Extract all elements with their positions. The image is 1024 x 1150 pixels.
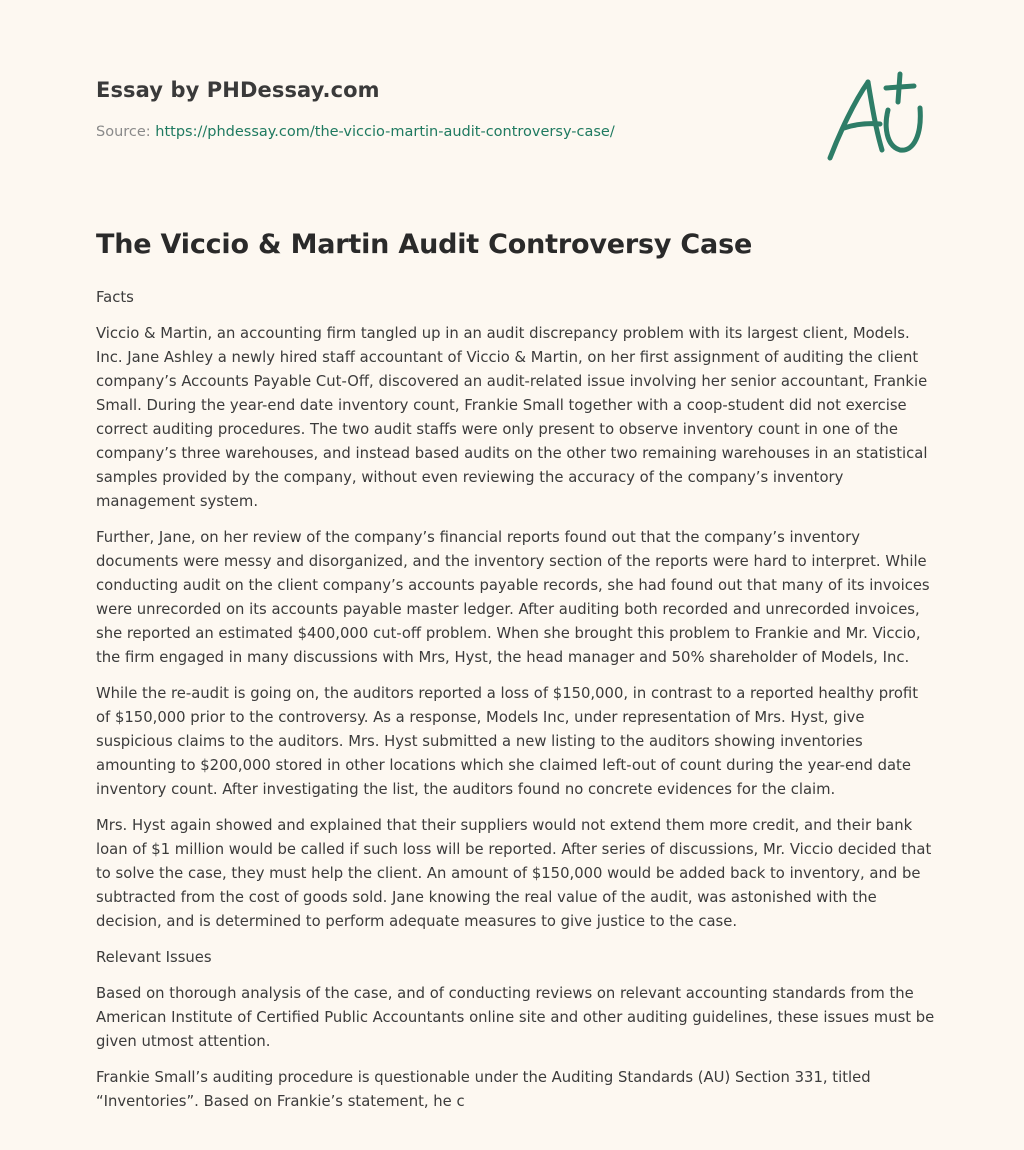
article-title: The Viccio & Martin Audit Controversy Case [96,229,753,260]
section-label-facts: Facts [96,289,134,306]
source-line [96,122,736,142]
essay-article [96,226,936,1126]
paragraph: Mrs. Hyst again showed and explained that their suppliers would not extend them more credit, and their bank loan of $1 million would be called if such loss will be reported. After series of discussions, Mr. Viccio decided that to solve the case, they must help the client. An amount of $150,000 would be added back to inventory, and be subtracted from the cost of goods sold. Jane knowing the real value of the audit, was astonished with the decision, and is determined to perform adequate measures to give justice to the case. [96,817,932,930]
paragraph: Viccio & Martin, an accounting firm tangled up in an audit discrepancy problem with its largest client, Models. Inc. Jane Ashley a newly hired staff accountant of Viccio & Martin, on her first assignment of auditing the client company’s Accounts Payable Cut-Off, discovered an audit-related issue involving her senior accountant, Frankie Small. During the year-end date inventory count, Frankie Small together with a coop-student did not exercise correct auditing procedures. The two audit staffs were only present to observe inventory count in one of the company’s three warehouses, and instead based audits on the other two remaining warehouses in an statistical samples provided by the company, without even reviewing the accuracy of the company’s inventory management system. [96,325,928,510]
source-link[interactable]: https://phdessay.com/the-viccio-martin-audit-controversy-case/ [155,124,615,140]
paragraph: Based on thorough analysis of the case, and of conducting reviews on relevant accounting standards from the American Institute of Certified Public Accountants online site and other auditing guidelines, these issues must be given utmost attention. [96,985,935,1050]
source-label: Source: [96,124,156,140]
paragraph: While the re-audit is going on, the auditors reported a loss of $150,000, in contrast to a reported healthy profit of $150,000 prior to the controversy. As a response, Models Inc, under representation of Mrs. Hyst, give suspicious claims to the auditors. Mrs. Hyst submitted a new listing to the auditors showing inventories amounting to $200,000 stored in other locations which she claimed left-out of count during the year-end date inventory count. After investigating the list, the auditors found no concrete evidences for the claim. [96,685,919,798]
section-label-relevant-issues: Relevant Issues [96,949,212,966]
a-plus-grade-icon [824,68,928,166]
paragraph: Frankie Small’s auditing procedure is questionable under the Auditing Standards (AU) Section 331, titled “Inventories”. Based on Frankie’s statement, he c [96,1069,871,1110]
a-plus-logo-graphic [824,68,928,166]
paragraph: Further, Jane, on her review of the company’s financial reports found out that the company’s inventory documents were messy and disorganized, and the inventory section of the reports were hard to interpret. While conducting audit on the client company’s accounts payable records, she had found out that many of its invoices were unrecorded on its accounts payable master ledger. After auditing both recorded and unrecorded invoices, she reported an estimated $400,000 cut-off problem. When she brought this problem to Frankie and Mr. Viccio, the firm engaged in many discussions with Mrs, Hyst, the head manager and 50% shareholder of Models, Inc. [96,529,930,666]
site-title: Essay by PHDessay.com [96,78,380,102]
essay-header [96,76,736,142]
